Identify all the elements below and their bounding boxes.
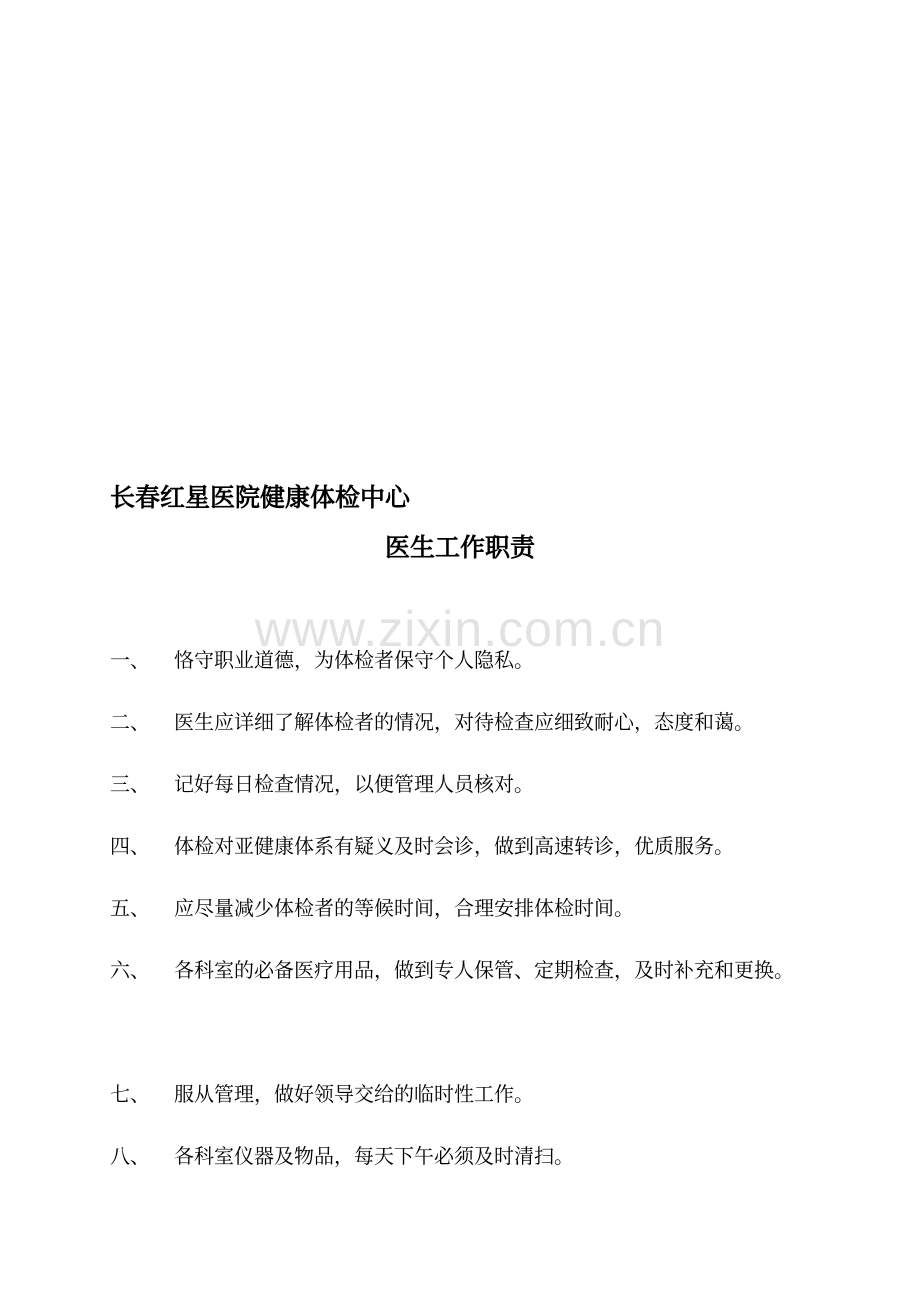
duty-number: 一、 [110, 648, 150, 672]
organization-title: 长春红星医院健康体检中心 [110, 483, 411, 512]
duty-number: 四、 [110, 834, 150, 858]
duty-text: 体检对亚健康体系有疑义及时会诊，做到高速转诊，优质服务。 [174, 834, 734, 858]
watermark-text: www.zixin.com.cn [254, 601, 666, 657]
duty-text: 记好每日检查情况，以便管理人员核对。 [174, 772, 534, 796]
duty-number: 六、 [110, 958, 150, 982]
duty-text: 应尽量减少体检者的等候时间，合理安排体检时间。 [174, 896, 634, 920]
duty-item-5 [110, 877, 830, 939]
document-title: 医生工作职责 [384, 533, 535, 562]
duty-item-4 [110, 815, 830, 877]
duty-number: 二、 [110, 710, 150, 734]
duty-number: 七、 [110, 1082, 150, 1106]
duty-number: 三、 [110, 772, 150, 796]
duty-item-8 [110, 1125, 830, 1187]
duty-item-2 [110, 691, 830, 753]
duty-text: 恪守职业道德，为体检者保守个人隐私。 [174, 648, 534, 672]
duty-text: 医生应详细了解体检者的情况，对待检查应细致耐心，态度和蔼。 [174, 710, 754, 734]
duty-item-1 [110, 629, 830, 691]
duty-text: 各科室仪器及物品，每天下午必须及时清扫。 [174, 1144, 574, 1168]
duty-item-7 [110, 1063, 830, 1125]
duty-text: 服从管理，做好领导交给的临时性工作。 [174, 1082, 534, 1106]
duty-item-3 [110, 753, 830, 815]
duty-item-6 [110, 939, 830, 1001]
duty-number: 八、 [110, 1144, 150, 1168]
duty-text: 各科室的必备医疗用品，做到专人保管、定期检查，及时补充和更换。 [174, 958, 794, 982]
duty-number: 五、 [110, 896, 150, 920]
